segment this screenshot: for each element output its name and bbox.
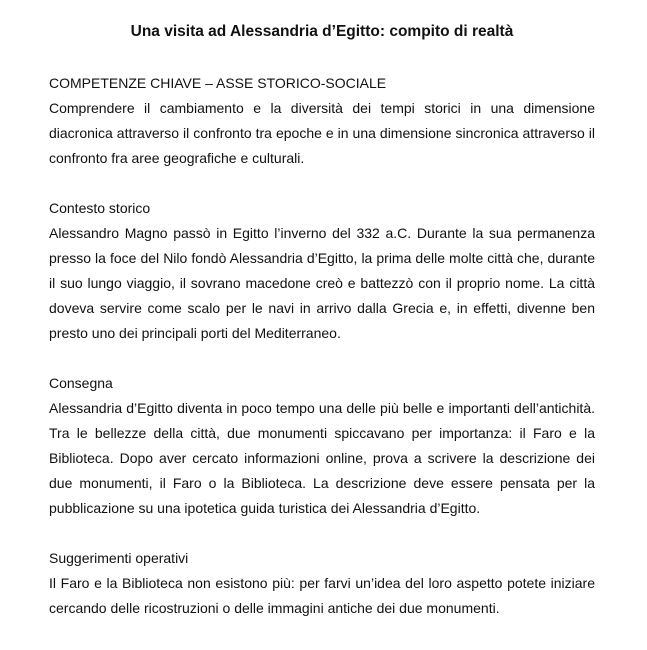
section-heading: Consegna — [49, 375, 113, 391]
section-heading: Contesto storico — [49, 200, 151, 216]
section-text: Alessandria d’Egitto diventa in poco tempo una delle più belle e importanti dell’antichità. Tra le bellezze della città, due monumenti spiccavano per importanza: il Faro e la Biblioteca. Dopo aver cercato informazioni online, prova a scrivere la descrizione dei due monumenti, il Faro o la Biblioteca. La descrizione deve essere pensata per la pubblicazione su una ipotetica guida turistica dei Alessandria d’Egitto. — [49, 400, 595, 516]
section-consegna — [49, 371, 595, 521]
section-heading: Suggerimenti operativi — [49, 550, 189, 566]
page-title: Una visita ad Alessandria d’Egitto: compito di realtà — [130, 23, 514, 40]
section-suggerimenti — [49, 546, 595, 621]
section-text: Alessandro Magno passò in Egitto l’inverno del 332 a.C. Durante la sua permanenza presso la foce del Nilo fondò Alessandria d’Egitto, la prima delle molte città che, durante il suo lungo viaggio, il sovrano macedone creò e battezzò con il proprio nome. La città doveva servire come scalo per le navi in arrivo dalla Grecia e, in effetti, divenne ben presto uno dei principali porti del Mediterraneo. — [49, 225, 595, 341]
section-heading: COMPETENZE CHIAVE – ASSE STORICO-SOCIALE — [49, 75, 387, 91]
section-text: Comprendere il cambiamento e la diversità dei tempi storici in una dimensione diacronica attraverso il confronto tra epoche e in una dimensione sincronica attraverso il confronto fra aree geografiche e culturali. — [49, 100, 595, 166]
document-page — [49, 22, 595, 621]
section-competenze — [49, 71, 595, 171]
section-text: Il Faro e la Biblioteca non esistono più: per farvi un’idea del loro aspetto potete iniziare cercando delle ricostruzioni o delle immagini antiche dei due monumenti. — [49, 575, 595, 616]
section-contesto-storico — [49, 196, 595, 346]
